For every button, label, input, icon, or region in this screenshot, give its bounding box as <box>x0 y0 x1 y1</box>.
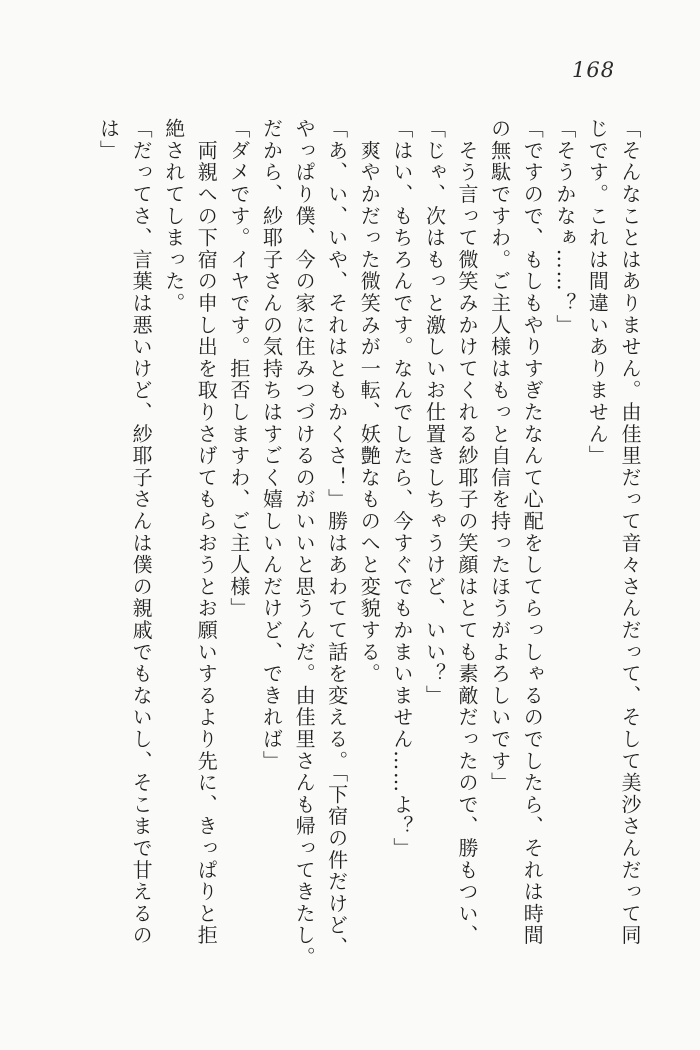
text-column: そう言って微笑みかけてくれる紗耶子の笑顔はとても素敵だったので、勝もつい、 <box>455 118 480 947</box>
text-block <box>92 118 646 969</box>
text-column: だから、紗耶子さんの気持ちはすごく嬉しいんだけど、できれば」 <box>259 118 284 772</box>
text-column: 両親への下宿の申し出を取りさげてもらおうとお願いするより先に、きっぱりと拒 <box>194 118 219 947</box>
text-column: 「そうかなぁ……？」 <box>552 118 577 336</box>
text-column: 「はい、もちろんです。なんでしたら、今すぐでもかまいません……よ？」 <box>389 118 414 860</box>
text-column: 「ですので、もしもやりすぎたなんて心配をしてらっしゃるのでしたら、それは時間 <box>520 118 545 947</box>
text-column: 「ダメです。イヤです。拒否しますわ、ご主人様」 <box>226 118 251 620</box>
text-column: 絶されてしまった。 <box>161 118 186 315</box>
text-column: 「あ、い、いや、それはともかくさ！」勝はあわてて話を変える。「下宿の件だけど、 <box>324 118 349 959</box>
text-column: 「じゃ、次はもっと激しいお仕置きしちゃうけど、いい？」 <box>422 118 447 707</box>
text-column: 「そんなことはありません。由佳里だって音々さんだって、そして美沙さんだって同 <box>618 118 642 947</box>
text-column: は」 <box>96 118 121 162</box>
text-column: 爽やかだった微笑みが一転、妖艶なものへと変貌する。 <box>357 118 382 685</box>
text-column: やっぱり僕、今の家に住みつづけるのがいいと思うんだ。由佳里さんも帰ってきたし。 <box>292 118 317 969</box>
page-number: 168 <box>572 58 616 82</box>
text-column: 「だってさ、言葉は悪いけど、紗耶子さんは僕の親戚でもないし、そこまで甘えるの <box>129 118 154 947</box>
text-column: の無駄ですわ。ご主人様はもっと自信を持ったほうがよろしいです」 <box>487 118 512 794</box>
text-column: じです。これは間違いありません」 <box>585 118 610 467</box>
